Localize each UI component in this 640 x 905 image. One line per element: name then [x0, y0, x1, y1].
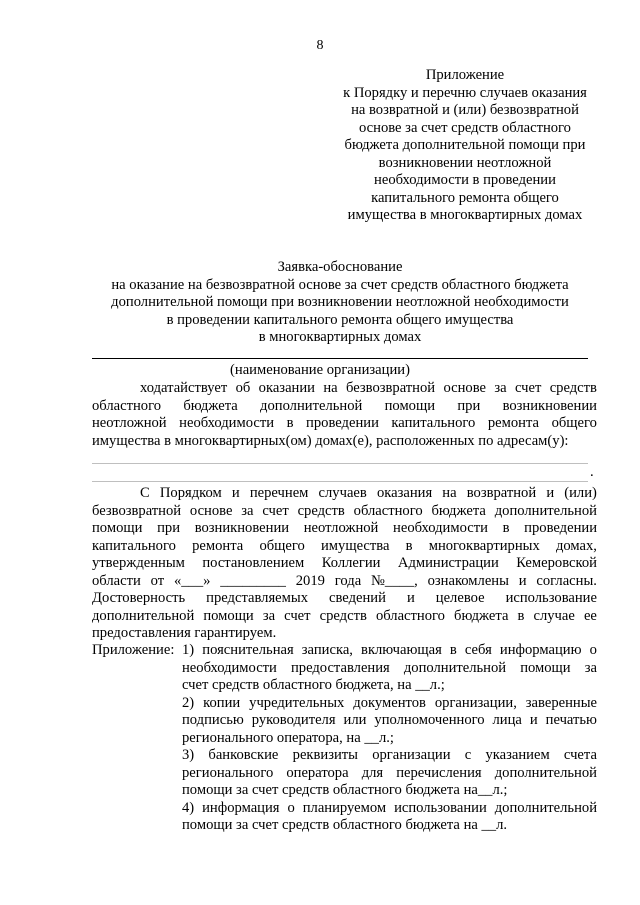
- word: дополнительной: [494, 764, 597, 781]
- word: организации,: [434, 694, 517, 711]
- agreement-line: [92, 520, 597, 538]
- attachment-item: [182, 642, 597, 695]
- attachment-line: [182, 712, 597, 730]
- word: (или): [564, 485, 597, 501]
- word: необходимости: [179, 415, 275, 431]
- word: организации: [372, 747, 451, 763]
- word: об: [235, 380, 251, 396]
- word: «___»: [173, 572, 211, 589]
- word: согласны.: [536, 572, 597, 589]
- word: уполномоченного: [374, 712, 485, 728]
- word: случаев: [318, 485, 367, 501]
- word: счет: [284, 607, 311, 624]
- organization-caption: (наименование организации): [230, 362, 410, 378]
- word: помощи: [520, 659, 571, 676]
- word: и: [231, 485, 240, 501]
- word: №____,: [371, 572, 418, 589]
- word: руководителя: [251, 712, 336, 728]
- word: подписью: [182, 712, 244, 728]
- word: копии: [203, 694, 241, 711]
- organization-name-line: [92, 358, 588, 359]
- appendix-line: капитального ремонта общего: [371, 189, 559, 206]
- word: в: [517, 607, 525, 624]
- word: включающая: [361, 642, 442, 658]
- word: утвержденным: [92, 555, 185, 571]
- word: неотложной: [303, 520, 379, 536]
- petition-line: [92, 433, 597, 451]
- title-line: на оказание на безвозвратной основе за счет средств областного бюджета: [111, 276, 569, 293]
- word: использование: [505, 590, 597, 606]
- word: планируемом: [302, 799, 387, 816]
- word: при: [157, 520, 181, 536]
- word: домах,: [555, 537, 597, 554]
- word: основе: [443, 380, 486, 396]
- word: общего: [259, 537, 305, 554]
- word: печатью: [545, 712, 597, 728]
- agreement-line: [92, 503, 597, 521]
- word: возникновении: [194, 520, 290, 536]
- word: от: [150, 572, 165, 589]
- word: областного: [353, 502, 423, 519]
- word: о: [287, 799, 295, 816]
- attachment-text: счет средств областного бюджета, на __л.;: [182, 677, 445, 693]
- word: основе: [189, 502, 233, 519]
- word: перечнем: [249, 485, 309, 501]
- attachments-list: [182, 642, 597, 835]
- word: случае: [533, 607, 575, 624]
- attachment-item: [182, 747, 597, 800]
- agreement-paragraph: [92, 485, 597, 643]
- word: и: [406, 590, 415, 606]
- attachment-line: [182, 817, 597, 835]
- word: 2019: [295, 572, 325, 589]
- word: постановлением: [202, 555, 305, 571]
- attachment-line: [182, 642, 597, 660]
- address-line-2: [92, 481, 588, 482]
- attachment-line: [182, 660, 597, 678]
- word: _________: [220, 572, 286, 589]
- word: года: [334, 572, 362, 589]
- word: ее: [583, 607, 597, 624]
- attachment-line: [182, 730, 597, 748]
- word: и: [529, 712, 538, 728]
- address-end-dot: .: [590, 464, 594, 480]
- word: банковские: [208, 747, 279, 763]
- word: перечисления: [396, 764, 482, 781]
- word: Достоверность: [92, 590, 186, 606]
- word: для: [361, 764, 384, 781]
- word: Администрации: [397, 555, 499, 571]
- word: за: [241, 502, 254, 519]
- document-title: [85, 259, 595, 347]
- agreement-text: предоставления гарантируем.: [92, 625, 277, 641]
- word: регионального: [182, 764, 274, 781]
- word: ремонта: [487, 415, 540, 431]
- word: информацию: [499, 642, 582, 658]
- agreement-line: [92, 590, 597, 608]
- word: оператора: [286, 764, 349, 781]
- word: необходимости: [393, 520, 488, 536]
- word: дополнительной: [494, 799, 597, 816]
- attachment-line: [182, 747, 597, 765]
- petition-text: имущества в многоквартирных(ом) домах(е), расположенных по адресам(у):: [92, 432, 569, 449]
- word: сведений: [329, 590, 386, 606]
- petition-paragraph: [92, 380, 597, 450]
- word: ремонта: [192, 537, 244, 554]
- word: помощи: [92, 520, 143, 536]
- petition-line: [92, 398, 597, 416]
- appendix-line: возникновении неотложной: [378, 154, 552, 171]
- word: помощи: [203, 607, 254, 624]
- appendix-line: на возвратной и (или) безвозвратной: [351, 102, 579, 118]
- word: средств: [549, 380, 597, 396]
- word: о: [589, 642, 597, 658]
- word: использовании: [394, 799, 487, 816]
- word: многоквартирных: [428, 537, 540, 554]
- attachment-line: [182, 800, 597, 818]
- agreement-line: [92, 485, 597, 503]
- word: и: [518, 572, 527, 589]
- appendix-line: имущества в многоквартирных домах: [347, 207, 583, 223]
- word: оказании: [258, 380, 315, 396]
- word: предоставления: [290, 659, 390, 676]
- word: области: [92, 572, 141, 589]
- word: пояснительная: [202, 642, 294, 658]
- word: 3): [182, 747, 195, 763]
- word: возникновении: [502, 397, 597, 414]
- word: 2): [182, 694, 195, 711]
- word: оказания: [376, 485, 433, 501]
- agreement-line: [92, 573, 597, 591]
- word: 4): [182, 799, 195, 816]
- title-line: в многоквартирных домах: [258, 329, 422, 345]
- attachment-item: [182, 800, 597, 835]
- word: в: [502, 520, 510, 536]
- address-line-1: [92, 463, 588, 464]
- attachment-line: [182, 677, 597, 695]
- word: необходимости: [182, 659, 277, 676]
- word: заверенные: [525, 694, 597, 711]
- agreement-line: [92, 625, 597, 643]
- word: С: [140, 485, 150, 501]
- word: в: [286, 415, 294, 431]
- word: с: [464, 747, 472, 763]
- word: дополнительной: [494, 502, 597, 519]
- word: капитального: [391, 415, 476, 431]
- word: целевое: [435, 590, 485, 606]
- word: проведении: [524, 520, 597, 536]
- word: Кемеровской: [516, 555, 597, 571]
- word: за: [584, 659, 597, 676]
- word: проведении: [306, 415, 379, 431]
- attachment-item: [182, 695, 597, 748]
- word: счет: [262, 502, 289, 519]
- word: информация: [202, 799, 280, 816]
- word: документов: [353, 694, 426, 711]
- word: бюджета: [454, 607, 509, 624]
- petition-line: [92, 380, 597, 398]
- word: за: [262, 607, 276, 624]
- appendix-line: к Порядку и перечню случаев оказания: [343, 84, 587, 101]
- word: областного: [375, 607, 445, 624]
- word: на: [323, 380, 338, 396]
- word: Порядком: [159, 485, 222, 501]
- agreement-line: [92, 608, 597, 626]
- title-line: дополнительной помощи при возникновении неотложной необходимости: [111, 294, 569, 310]
- word: себя: [464, 642, 492, 658]
- word: и: [546, 485, 555, 501]
- word: бюджета: [183, 397, 238, 414]
- word: в: [449, 642, 457, 658]
- agreement-line: [92, 555, 597, 573]
- word: ходатайствует: [140, 380, 228, 396]
- word: помощи: [384, 397, 436, 414]
- word: средств: [297, 502, 345, 519]
- word: Коллегии: [321, 555, 381, 571]
- word: счета: [563, 747, 597, 763]
- word: представляемых: [206, 590, 308, 606]
- attachment-text: помощи за счет средств областного бюджета на __л.: [182, 817, 508, 833]
- attachment-text: регионального оператора, на __л.;: [182, 729, 394, 746]
- word: в: [405, 537, 413, 554]
- title-line: Заявка-обоснование: [277, 259, 403, 275]
- word: безвозвратной: [346, 380, 436, 396]
- petition-line: [92, 415, 597, 433]
- attachment-text: помощи за счет средств областного бюджета на__л.;: [182, 782, 508, 798]
- attachment-line: [182, 782, 597, 800]
- attachment-line: [182, 695, 597, 713]
- word: лица: [492, 712, 522, 728]
- appendix-line: основе за счет средств областного: [359, 119, 571, 136]
- appendix-line: бюджета дополнительной помощи при: [344, 137, 586, 153]
- word: дополнительной: [403, 659, 507, 676]
- word: указанием: [485, 747, 550, 763]
- word: реквизиты: [292, 747, 358, 763]
- word: дополнительной: [260, 397, 363, 414]
- word: возвратной: [466, 485, 537, 501]
- word: за: [494, 380, 507, 396]
- word: учредительных: [249, 694, 345, 711]
- word: ознакомлены: [427, 572, 509, 589]
- word: счет: [514, 380, 542, 396]
- word: или: [343, 712, 367, 728]
- word: средств: [319, 607, 367, 624]
- word: на: [442, 485, 457, 501]
- word: капитального: [92, 537, 176, 554]
- word: записка,: [301, 642, 353, 658]
- appendix-line: необходимости в проведении: [374, 172, 556, 188]
- word: 1): [182, 642, 195, 658]
- page-number: 8: [316, 38, 324, 53]
- attachment-line: [182, 765, 597, 783]
- title-line: в проведении капитального ремонта общего имущества: [166, 311, 514, 328]
- word: при: [457, 397, 481, 414]
- word: бюджета: [431, 502, 486, 519]
- word: неотложной: [92, 415, 167, 431]
- word: дополнительной: [92, 607, 195, 624]
- word: общего: [551, 415, 597, 431]
- appendix-line: Приложение: [425, 67, 505, 83]
- agreement-line: [92, 538, 597, 556]
- word: областного: [92, 397, 161, 414]
- word: имущества: [320, 537, 390, 554]
- appendix-header: [325, 67, 605, 225]
- attachments-label: Приложение:: [92, 642, 175, 658]
- word: безвозвратной: [92, 502, 182, 519]
